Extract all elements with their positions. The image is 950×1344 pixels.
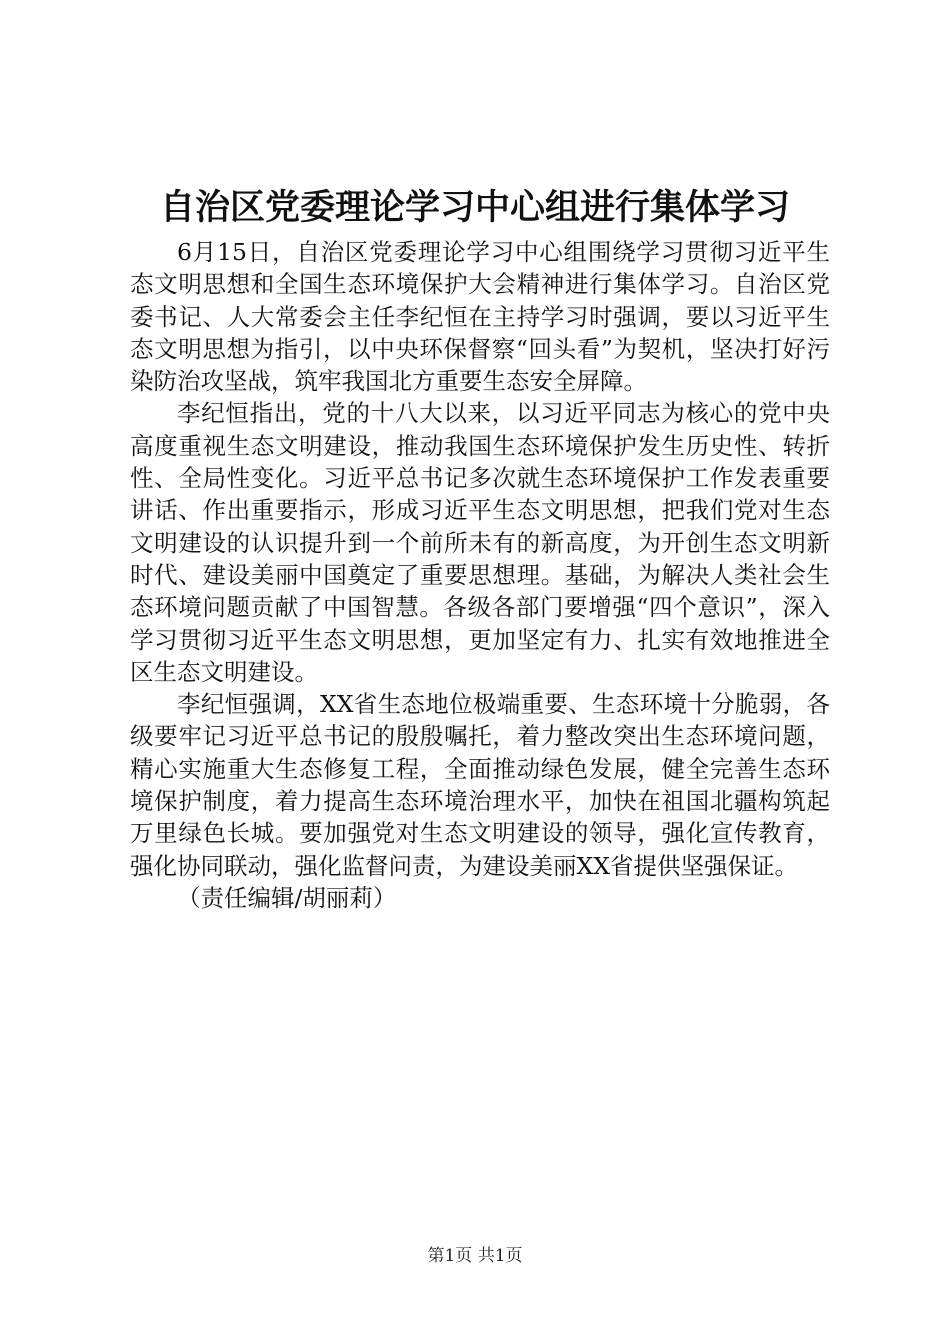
paragraph-1: 6月15日，自治区党委理论学习中心组围绕学习贯彻习近平生态文明思想和全国生态环境保护大会精神进行集体学习。自治区党委书记、人大常委会主任李纪恒在主持学习时强调，要以习近平生态文明思想为指引，以中央环保督察“回头看”为契机，坚决打好污染防治攻坚战，筑牢我国北方重要生态安全屏障。 xyxy=(130,238,830,396)
page-footer: 第1页 共1页 xyxy=(427,1246,523,1266)
document-title: 自治区党委理论学习中心组进行集体学习 xyxy=(159,187,790,228)
paragraph-2: 李纪恒指出，党的十八大以来，以习近平同志为核心的党中央高度重视生态文明建设，推动我国生态环境保护发生历史性、转折性、全局性变化。习近平总书记多次就生态环境保护工作发表重要讲话、作出重要指示，形成习近平生态文明思想，把我们党对生态文明建设的认识提升到一个前所未有的新高度，为开创生态文明新时代、建设美丽中国奠定了重要思想理。基础，为解决人类社会生态环境问题贡献了中国智慧。各级各部门要增强“四个意识”，深入学习贯彻习近平生态文明思想，更加坚定有力、扎实有效地推进全区生态文明建设。 xyxy=(130,399,830,686)
editor-credit: （责任编辑/胡丽莉） xyxy=(177,883,397,912)
document-body xyxy=(130,236,830,914)
paragraph-3: 李纪恒强调，XX省生态地位极端重要、生态环境十分脆弱，各级要牢记习近平总书记的殷殷嘱托，着力整改突出生态环境问题，精心实施重大生态修复工程，全面推动绿色发展，健全完善生态环境保护制度，着力提高生态环境治理水平，加快在祖国北疆构筑起万里绿色长城。要加强党对生态文明建设的领导，强化宣传教育，强化协同联动，强化监督问责，为建设美丽XX省提供坚强保证。 xyxy=(130,690,830,880)
